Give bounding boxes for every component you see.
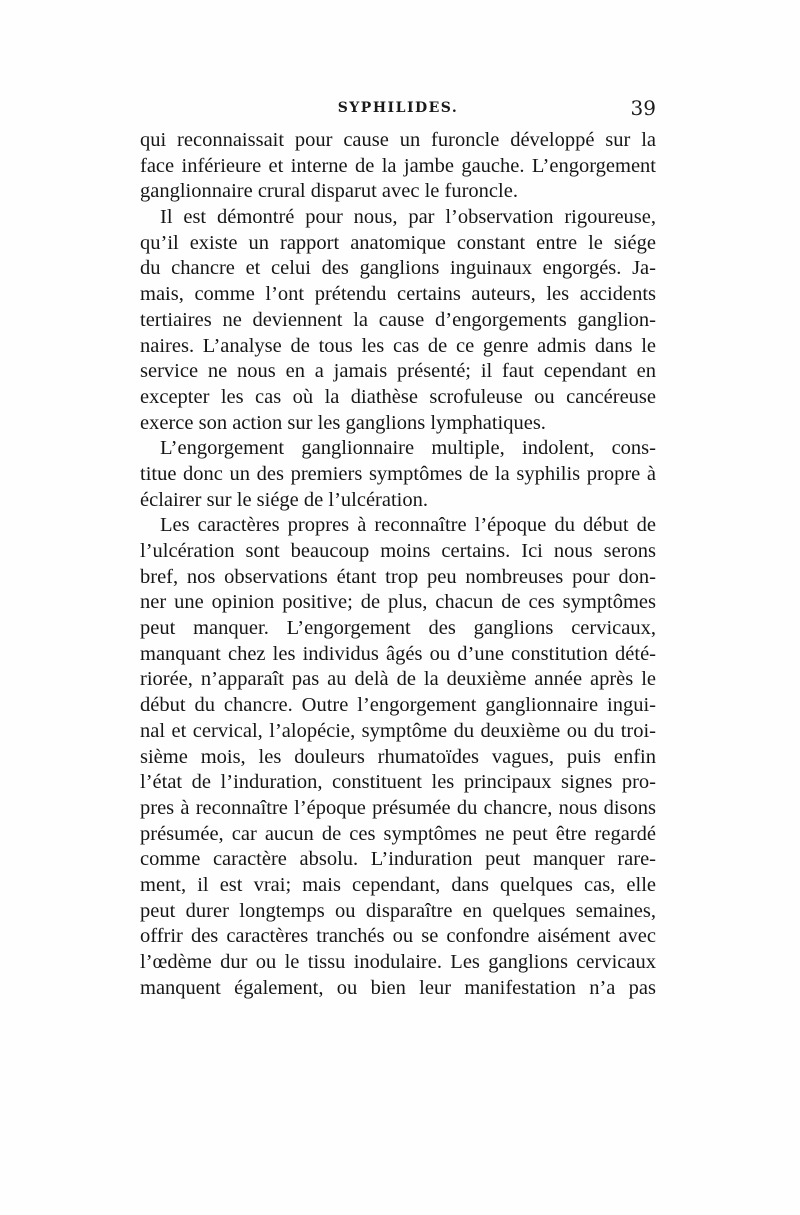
text-line: ner une opinion positive; de plus, chacun de ces symptômes (140, 591, 656, 614)
text-line: nal et cervical, l’alopécie, symptôme du deuxième ou du troi- (140, 719, 656, 742)
running-title: SYPHILIDES. (337, 100, 459, 116)
page-header (140, 96, 656, 122)
text-line: bref, nos observations étant trop peu nombreuses pour don- (140, 565, 656, 588)
text-line: naires. L’analyse de tous les cas de ce genre admis dans le (140, 334, 656, 357)
text-line: exerce son action sur les ganglions lymphatiques. (140, 411, 546, 434)
text-line: présumée, car aucun de ces symptômes ne peut être regardé (140, 822, 656, 845)
text-line: face inférieure et interne de la jambe gauche. L’engorgement (140, 154, 656, 177)
text-line: L’engorgement ganglionnaire multiple, indolent, cons- (160, 437, 656, 460)
text-line: excepter les cas où la diathèse scrofuleuse ou cancéreuse (140, 385, 656, 408)
text-line: peut durer longtemps ou disparaître en quelques semaines, (140, 899, 656, 922)
text-line: tertiaires ne deviennent la cause d’engorgements ganglion- (140, 308, 656, 331)
text-line: comme caractère absolu. L’induration peut manquer rare- (140, 848, 656, 871)
text-line: Il est démontré pour nous, par l’observation rigoureuse, (160, 206, 656, 229)
text-line: titue donc un des premiers symptômes de la syphilis propre à (140, 462, 656, 485)
text-line: éclairer sur le siége de l’ulcération. (140, 488, 428, 511)
body-text (140, 128, 656, 1001)
text-line: Les caractères propres à reconnaître l’époque du début de (160, 514, 656, 537)
text-line: riorée, n’apparaît pas au delà de la deuxième année après le (140, 668, 656, 691)
text-line: ment, il est vrai; mais cependant, dans quelques cas, elle (140, 873, 656, 896)
text-line: l’œdème dur ou le tissu inodulaire. Les ganglions cervicaux (140, 951, 656, 973)
text-line: manquant chez les individus âgés ou d’une constitution dété- (140, 642, 656, 665)
paragraph (140, 436, 656, 513)
text-line: du chancre et celui des ganglions inguinaux engorgés. Ja- (140, 257, 656, 280)
text-line: l’ulcération sont beaucoup moins certains. Ici nous serons (140, 540, 656, 562)
paragraph (140, 205, 656, 436)
text-line: service ne nous en a jamais présenté; il faut cependant en (140, 360, 656, 383)
text-line: sième mois, les douleurs rhumatoïdes vagues, puis enfin (140, 745, 656, 768)
paragraph (140, 128, 656, 205)
text-line: pres à reconnaître l’époque présumée du chancre, nous disons (140, 796, 656, 819)
text-line: qui reconnaissait pour cause un furoncle développé sur la (140, 129, 656, 151)
page-number: 39 (630, 96, 656, 120)
text-line: offrir des caractères tranchés ou se confondre aisément avec (140, 925, 656, 948)
text-line: manquent également, ou bien leur manifestation n’a pas (140, 976, 656, 999)
text-line: l’état de l’induration, constituent les principaux signes pro- (140, 771, 656, 794)
text-line: début du chancre. Outre l’engorgement ganglionnaire ingui- (140, 694, 656, 717)
text-line: qu’il existe un rapport anatomique constant entre le siége (140, 231, 656, 254)
text-line: ganglionnaire crural disparut avec le furoncle. (140, 180, 518, 203)
text-line: mais, comme l’ont prétendu certains auteurs, les accidents (140, 283, 656, 306)
text-line: peut manquer. L’engorgement des ganglions cervicaux, (140, 617, 656, 640)
paragraph (140, 513, 656, 1001)
